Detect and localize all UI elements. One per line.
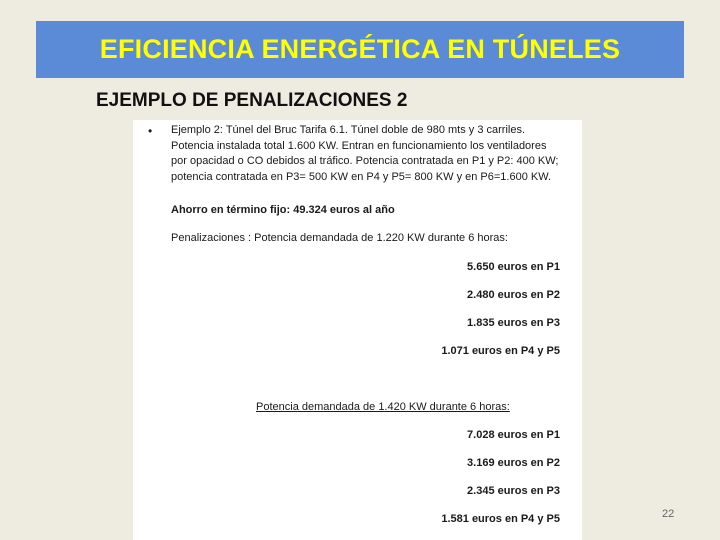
case1-penalty-item: 5.650 euros en P1	[467, 261, 560, 273]
savings-line: Ahorro en término fijo: 49.324 euros al año	[171, 204, 395, 216]
case2-penalty-item: 3.169 euros en P2	[467, 457, 560, 469]
case2-penalty-item: 7.028 euros en P1	[467, 429, 560, 441]
bullet-icon: •	[148, 124, 153, 138]
case1-penalty-item: 2.480 euros en P2	[467, 289, 560, 301]
case1-penalty-item: 1.835 euros en P3	[467, 317, 560, 329]
intro-line: potencia contratada en P3= 500 KW en P4 y P5= 800 KW y en P6=1.600 KW.	[171, 170, 552, 183]
case2-penalty-item: 1.581 euros en P4 y P5	[441, 513, 560, 525]
case1-heading: Penalizaciones : Potencia demandada de 1.220 KW durante 6 horas:	[171, 232, 508, 244]
intro-paragraph	[171, 123, 581, 185]
intro-line: Potencia instalada total 1.600 KW. Entran en funcionamiento los ventiladores	[171, 139, 547, 152]
document-image	[133, 120, 582, 540]
case1-penalty-item: 1.071 euros en P4 y P5	[441, 345, 560, 357]
slide-subtitle: EJEMPLO DE PENALIZACIONES 2	[96, 90, 408, 111]
slide-title: EFICIENCIA ENERGÉTICA EN TÚNELES	[99, 34, 621, 64]
case2-heading: Potencia demandada de 1.420 KW durante 6 horas:	[256, 401, 510, 413]
intro-line: por opacidad o CO debidos al tráfico. Potencia contratada en P1 y P2: 400 KW;	[171, 155, 559, 167]
title-banner	[36, 21, 684, 78]
case2-penalty-item: 2.345 euros en P3	[467, 485, 560, 497]
page-number: 22	[662, 508, 675, 520]
intro-line: Ejemplo 2: Túnel del Bruc Tarifa 6.1. Túnel doble de 980 mts y 3 carriles.	[171, 124, 526, 136]
